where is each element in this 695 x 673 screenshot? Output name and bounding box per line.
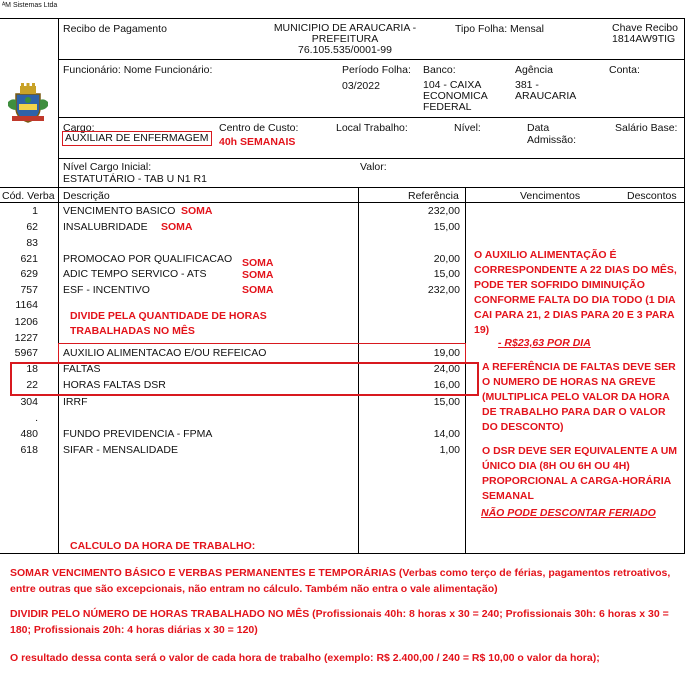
centro-custo-label: Centro de Custo: — [219, 122, 299, 134]
row-cod: 304 — [20, 396, 38, 408]
instruction-resultado: O resultado dessa conta será o valor de cada hora de trabalho (exemplo: R$ 2.400,00 / 240 = R$ 10,00 o valor da hora); — [10, 652, 600, 664]
nivel-inicial-value: ESTATUTÁRIO - TAB U N1 R1 — [63, 173, 207, 185]
row-cod: 5967 — [14, 347, 38, 359]
salario-base-label: Salário Base: — [615, 122, 678, 134]
row-cod: 1206 — [14, 316, 38, 328]
cargo-value: AUXILIAR DE ENFERMAGEM — [62, 131, 212, 146]
row-cod: 22 — [26, 379, 38, 391]
chave-recibo: Chave Recibo 1814AW9TIG — [612, 22, 678, 45]
carga-horaria-note: 40h SEMANAIS — [219, 136, 296, 148]
frame-left — [58, 18, 59, 188]
receipt-title: Recibo de Pagamento — [63, 23, 167, 35]
row-referencia: 20,00 — [433, 253, 460, 265]
row-referencia: 24,00 — [433, 363, 460, 375]
note-dsr: O DSR DEVE SER EQUIVALENTE A UM ÚNICO DIA (8H OU 6H OU 4H) PROPORCIONAL A CARGA-HORÁRIA SEMANAL — [482, 445, 678, 502]
row-descricao: SIFAR - MENSALIDADE — [63, 444, 178, 456]
header-cod: Cód. Verba — [2, 190, 55, 202]
nivel-label: Nível: — [454, 122, 481, 134]
row-cod: 757 — [20, 284, 38, 296]
row-soma-tag: SOMA — [161, 221, 193, 233]
row-referencia: 232,00 — [427, 205, 460, 217]
note-faltas: A REFERÊNCIA DE FALTAS DEVE SER O NUMERO DE HORAS NA GREVE (MULTIPLICA PELO VALOR DA HORA DE TRABALHO PARA DAR O VALOR DO DESCONTO) — [482, 361, 676, 433]
header-descricao: Descrição — [63, 190, 110, 202]
row-cod: 621 — [20, 253, 38, 265]
row-cod: 629 — [20, 268, 38, 280]
conta-label: Conta: — [609, 64, 640, 76]
municipal-logo — [6, 80, 50, 124]
row-descricao: HORAS FALTAS DSR — [63, 379, 166, 391]
row-soma-tag: SOMA — [242, 269, 274, 281]
admissao-label: Data Admissão: — [527, 122, 577, 146]
periodo-value: 03/2022 — [342, 80, 380, 92]
local-trabalho-label: Local Trabalho: — [336, 122, 408, 134]
valor-label: Valor: — [360, 161, 387, 173]
instruction-dividir: DIVIDIR PELO NÚMERO DE HORAS TRABALHADO NO MÊS (Profissionais 40h: 8 horas x 30 = 240; Profissionais 30h: 6 horas x 30 = 180; Profissionais 20h: 4 horas diárias x 30 = 120) — [10, 608, 669, 636]
row-cod: 1 — [32, 205, 38, 217]
row-referencia: 14,00 — [433, 428, 460, 440]
row-referencia: 15,00 — [433, 268, 460, 280]
frame-right — [684, 18, 685, 553]
row-cod: 618 — [20, 444, 38, 456]
agencia-label: Agência — [515, 64, 553, 76]
row-cod: 83 — [26, 237, 38, 249]
row-descricao: ADIC TEMPO SERVICO - ATS — [63, 268, 207, 280]
frame-top — [0, 18, 685, 19]
note-calculo: CALCULO DA HORA DE TRABALHO: — [70, 540, 256, 552]
agencia-value: 381 - ARAUCARIA — [515, 79, 577, 102]
row-cod: 1227 — [14, 332, 38, 344]
banco-value: 104 - CAIXA ECONOMICA FEDERAL — [423, 79, 488, 113]
row-referencia: 19,00 — [433, 347, 460, 359]
note-por-dia: - R$23,63 POR DIA — [498, 337, 591, 349]
highlight-faltas — [10, 362, 479, 396]
cargo-label: Cargo: — [63, 122, 95, 134]
row-descricao: PROMOCAO POR QUALIFICACAO — [63, 253, 233, 265]
row-referencia: 15,00 — [433, 396, 460, 408]
row-referencia: 1,00 — [439, 444, 460, 456]
row-cod: 62 — [26, 221, 38, 233]
row-soma-tag: SOMA — [181, 205, 213, 217]
nivel-inicial-label: Nível Cargo Inicial: — [63, 161, 152, 173]
row-referencia: 232,00 — [427, 284, 460, 296]
tipo-folha: Tipo Folha: Mensal — [455, 23, 544, 35]
note-feriado: NÃO PODE DESCONTAR FERIADO — [481, 507, 656, 519]
highlight-auxilio — [58, 343, 466, 364]
row-descricao: IRRF — [63, 396, 88, 408]
row-cod: . — [35, 412, 38, 424]
row-descricao: INSALUBRIDADE — [63, 221, 148, 233]
header-referencia: Referência — [408, 190, 459, 202]
row-descricao: AUXILIO ALIMENTACAO E/OU REFEICAO — [63, 347, 267, 359]
employer-block: MUNICIPIO DE ARAUCARIA - PREFEITURA 76.105.535/0001-99 — [273, 22, 417, 56]
row-descricao: VENCIMENTO BASICO — [63, 205, 176, 217]
periodo-label: Período Folha: — [342, 64, 411, 76]
row-referencia: 16,00 — [433, 379, 460, 391]
instruction-somar: SOMAR VENCIMENTO BÁSICO E VERBAS PERMANENTES E TEMPORÁRIAS (Verbas como terço de férias, pagamentos retroativos, entre outras que são excepcionais, não entram no cálculo. Também não entra o vale alimentação) — [10, 567, 671, 595]
funcionario-label: Funcionário: Nome Funcionário: — [63, 64, 213, 76]
company-label: ᴬM Sistemas Ltda — [2, 2, 58, 9]
row-descricao: FUNDO PREVIDENCIA - FPMA — [63, 428, 213, 440]
header-vencimentos: Vencimentos — [520, 190, 581, 202]
row-cod: 18 — [26, 363, 38, 375]
note-auxilio: O AUXILIO ALIMENTAÇÃO É CORRESPONDENTE A 22 DIAS DO MÊS, PODE TER SOFRIDO DIMINUIÇÃO CONFORME FALTA DO DIA TODO (1 DIA CAI PARA 21, 2 DIAS PARA 20 E 3 PARA 19) — [474, 249, 677, 336]
row-soma-tag: SOMA — [242, 284, 274, 296]
row-cod: 1164 — [15, 299, 38, 311]
row-descricao: ESF - INCENTIVO — [63, 284, 150, 296]
row-descricao: FALTAS — [63, 363, 101, 375]
header-descontos: Descontos — [627, 190, 677, 202]
banco-label: Banco: — [423, 64, 456, 76]
row-cod: 480 — [20, 428, 38, 440]
note-divide: DIVIDE PELA QUANTIDADE DE HORAS TRABALHADAS NO MÊS — [70, 310, 267, 337]
row-soma-tag: SOMA — [242, 257, 274, 269]
row-referencia: 15,00 — [433, 221, 460, 233]
